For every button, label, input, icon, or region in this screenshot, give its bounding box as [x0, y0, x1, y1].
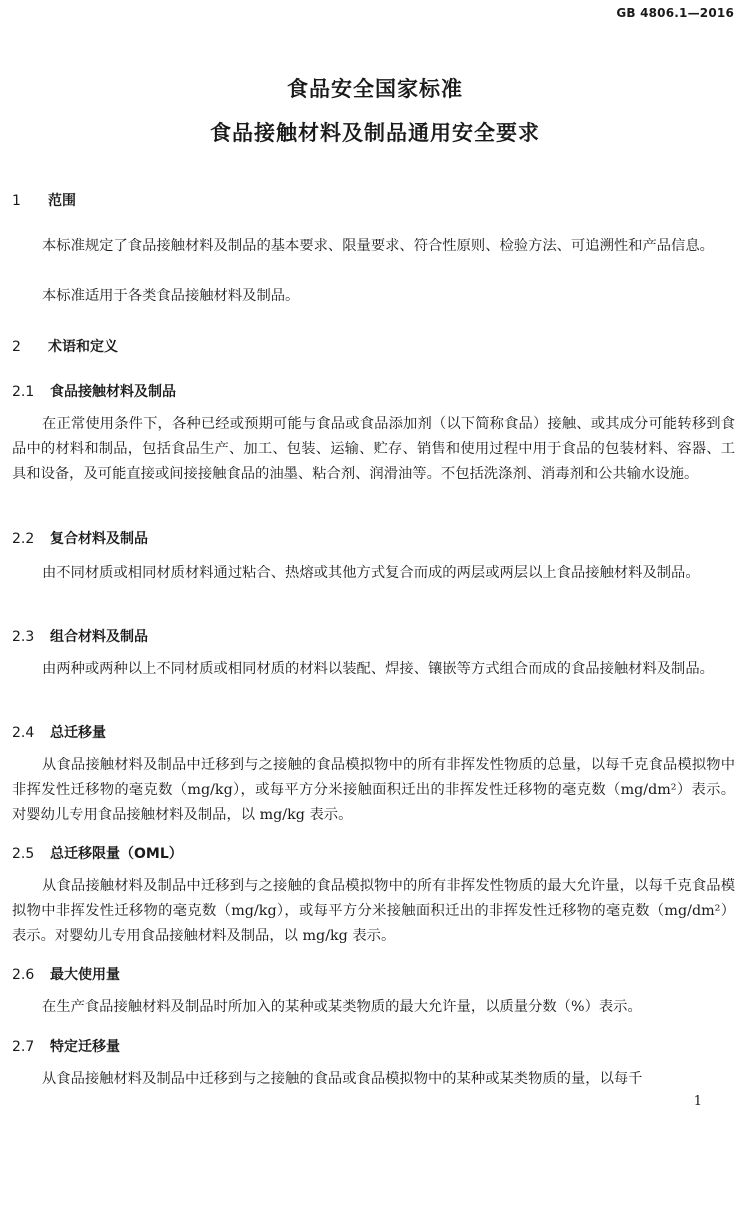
section-title: 特定迁移量	[50, 1039, 120, 1055]
section-heading-2-7	[12, 1036, 120, 1056]
paragraph: 由不同材质或相同材质材料通过粘合、热熔或其他方式复合而成的两层或两层以上食品接触材料及制品。	[42, 565, 700, 581]
section-heading-2-3	[12, 626, 148, 646]
section-number: 2.7	[12, 1039, 35, 1055]
section-title: 总迁移量	[50, 725, 106, 741]
section-title: 总迁移限量（OML）	[50, 846, 183, 862]
page-number: 1	[693, 1094, 702, 1109]
paragraph: 由两种或两种以上不同材质或相同材质的材料以装配、焊接、镶嵌等方式组合而成的食品接触材料及制品。	[42, 661, 714, 677]
standard-code: GB 4806.1—2016	[616, 6, 734, 20]
section-heading-2-6	[12, 964, 120, 984]
section-heading-2-4	[12, 722, 106, 742]
section-number: 2	[12, 339, 21, 355]
document-subtitle: 食品接触材料及制品通用安全要求	[210, 121, 540, 145]
section-number: 2.3	[12, 629, 35, 645]
section-title: 复合材料及制品	[50, 531, 148, 547]
section-title: 最大使用量	[50, 967, 120, 983]
section-number: 1	[12, 193, 21, 209]
paragraph: 本标准规定了食品接触材料及制品的基本要求、限量要求、符合性原则、检验方法、可追溯性和产品信息。	[42, 238, 714, 254]
document-title: 食品安全国家标准	[287, 77, 463, 101]
section-number: 2.4	[12, 725, 35, 741]
section-title: 组合材料及制品	[50, 629, 148, 645]
section-number: 2.2	[12, 531, 35, 547]
section-number: 2.6	[12, 967, 35, 983]
paragraph: 本标准适用于各类食品接触材料及制品。	[42, 288, 300, 304]
section-heading-2-5	[12, 843, 183, 863]
paragraph: 在生产食品接触材料及制品时所加入的某种或某类物质的最大允许量，以质量分数（%）表示。	[42, 999, 642, 1015]
paragraph: 从食品接触材料及制品中迁移到与之接触的食品模拟物中的所有非挥发性物质的最大允许量，以每千克食品模拟物中非挥发性迁移物的毫克数（mg/kg），或每平方分米接触面积迁出的非挥发性迁移物的毫克数（mg/dm²）表示。对婴幼儿专用食品接触材料及制品，以 mg/kg 表示。	[12, 878, 735, 944]
paragraph: 从食品接触材料及制品中迁移到与之接触的食品或食品模拟物中的某种或某类物质的量，以每千	[42, 1071, 643, 1087]
paragraph: 从食品接触材料及制品中迁移到与之接触的食品模拟物中的所有非挥发性物质的总量，以每千克食品模拟物中非挥发性迁移物的毫克数（mg/kg），或每平方分米接触面积迁出的非挥发性迁移物的毫克数（mg/dm²）表示。对婴幼儿专用食品接触材料及制品，以 mg/kg 表示。	[12, 757, 735, 823]
paragraph: 在正常使用条件下，各种已经或预期可能与食品或食品添加剂（以下简称食品）接触、或其成分可能转移到食品中的材料和制品，包括食品生产、加工、包装、运输、贮存、销售和使用过程中用于食品的包装材料、容器、工具和设备，及可能直接或间接接触食品的油墨、粘合剂、润滑油等。不包括洗涤剂、消毒剂和公共输水设施。	[12, 416, 735, 482]
section-title: 范围	[48, 193, 76, 209]
section-number: 2.5	[12, 846, 35, 862]
section-title: 食品接触材料及制品	[50, 384, 176, 400]
section-heading-2	[12, 336, 118, 356]
section-number: 2.1	[12, 384, 35, 400]
section-heading-2-1	[12, 381, 176, 401]
section-heading-2-2	[12, 528, 148, 548]
section-heading-1	[12, 190, 76, 210]
section-title: 术语和定义	[48, 339, 118, 355]
